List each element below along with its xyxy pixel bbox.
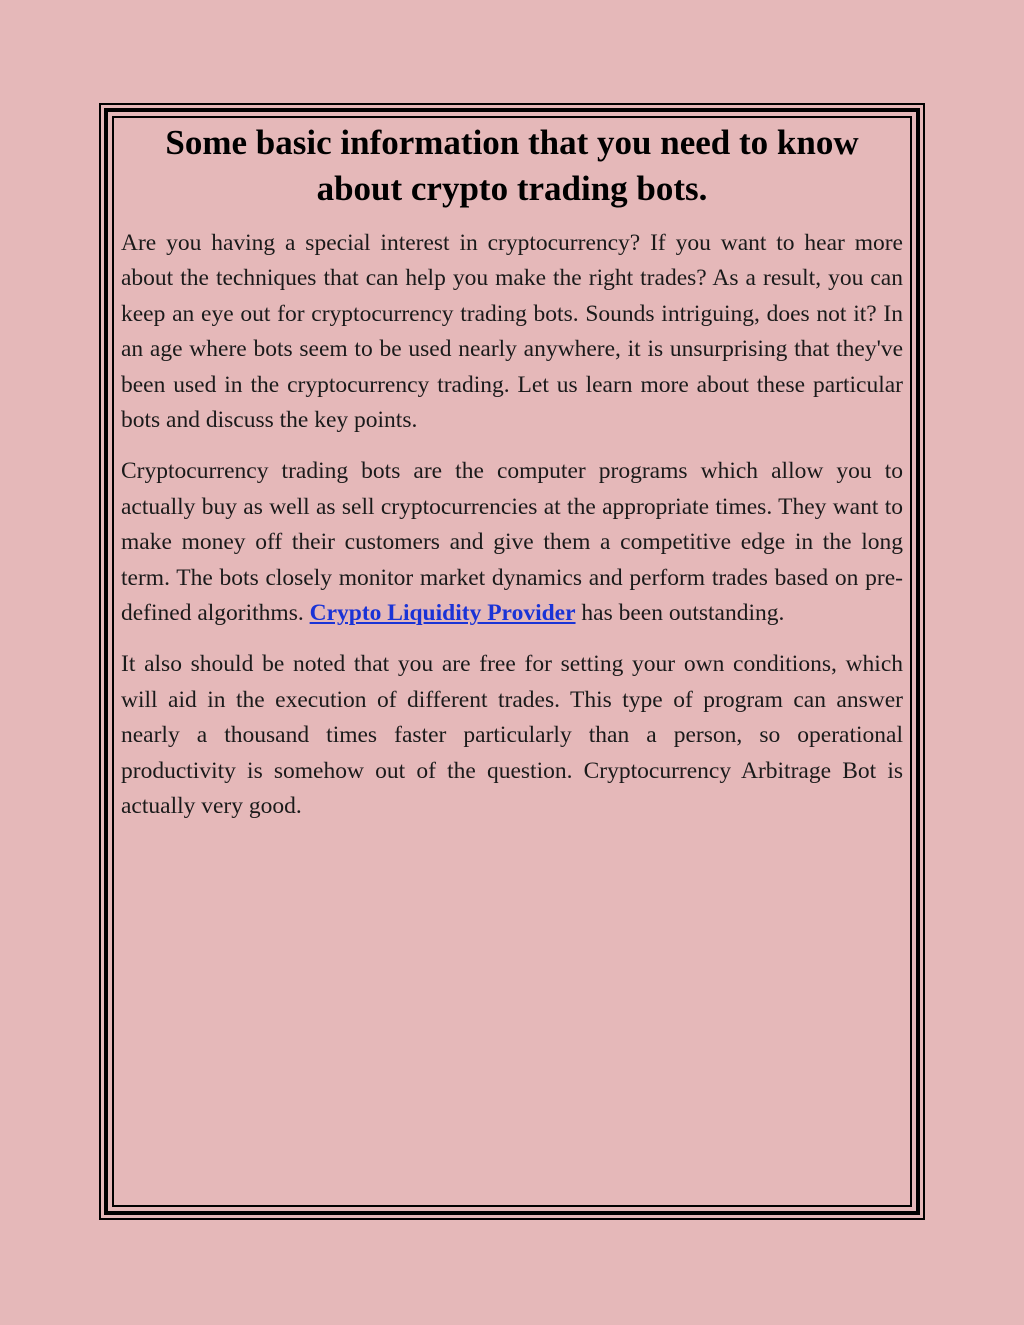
paragraph-text: has been outstanding. — [575, 600, 785, 627]
document-content — [121, 120, 903, 841]
document-title: Some basic information that you need to know about crypto trading bots. — [165, 123, 859, 208]
paragraph-intro: Are you having a special interest in cryptocurrency? If you want to hear more about the techniques that can help you make the right trades? As a result, you can keep an eye out for cryptocurrency trading bots. Sounds intriguing, does not it? In an age where bots seem to be used nearly anywhere, it is unsurprising that they've been used in the cryptocurrency trading. Let us learn more about these particular bots and discuss the key points. — [121, 230, 903, 434]
crypto-liquidity-provider-link[interactable]: Crypto Liquidity Provider — [309, 600, 576, 627]
paragraph-conditions: It also should be noted that you are free for setting your own conditions, which will aid in the execution of different trades. This type of program can answer nearly a thousand times faster particularly than a person, so operational productivity is somehow out of the question. Cryptocurrency Arbitrage Bot is actually very good. — [121, 651, 903, 820]
paragraph-bots-definition — [121, 454, 903, 631]
paragraph-text: Cryptocurrency trading bots are the computer programs which allow you to actually buy as well as sell cryptocurrencies at the appropriate times. They want to make money off their customers and give them a competitive edge in the long term. The bots closely monitor market dynamics and perform trades based on pre-defined algorithms. — [121, 458, 903, 627]
